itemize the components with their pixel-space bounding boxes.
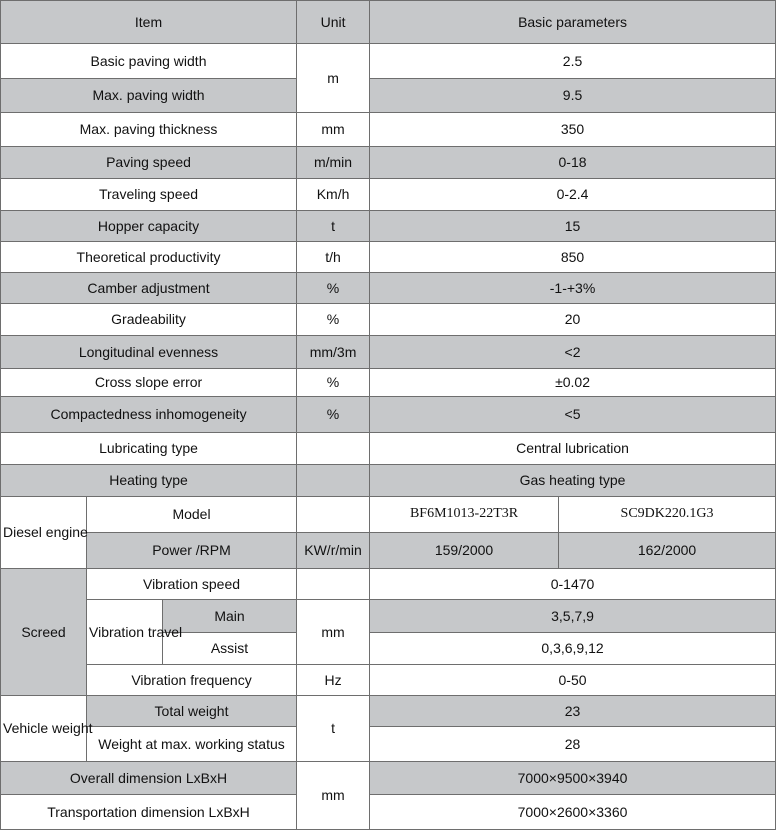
table-row bbox=[1, 600, 776, 633]
row-label: Gradeability bbox=[1, 304, 297, 336]
row-unit: Km/h bbox=[297, 179, 370, 211]
row-value: Gas heating type bbox=[370, 465, 776, 497]
table-row bbox=[1, 147, 776, 179]
row-unit: t bbox=[297, 211, 370, 242]
row-value: BF6M1013-22T3R bbox=[370, 497, 559, 533]
row-unit bbox=[297, 569, 370, 600]
row-value: -1-+3% bbox=[370, 273, 776, 304]
table-row bbox=[1, 497, 776, 533]
row-value: 159/2000 bbox=[370, 533, 559, 569]
row-value: 20 bbox=[370, 304, 776, 336]
table-row bbox=[1, 304, 776, 336]
row-label: Vibration frequency bbox=[87, 665, 297, 696]
table-row bbox=[1, 242, 776, 273]
table-row bbox=[1, 696, 776, 727]
row-label: Cross slope error bbox=[1, 369, 297, 397]
row-value: 0-18 bbox=[370, 147, 776, 179]
row-unit: mm/3m bbox=[297, 336, 370, 369]
row-value: 162/2000 bbox=[559, 533, 776, 569]
row-unit: t/h bbox=[297, 242, 370, 273]
row-unit: t bbox=[297, 696, 370, 762]
header-unit: Unit bbox=[297, 1, 370, 44]
row-label: Max. paving thickness bbox=[1, 113, 297, 147]
row-unit: m bbox=[297, 44, 370, 113]
row-label: Longitudinal evenness bbox=[1, 336, 297, 369]
row-value: Central lubrication bbox=[370, 433, 776, 465]
row-label: Power /RPM bbox=[87, 533, 297, 569]
table-row bbox=[1, 179, 776, 211]
row-label: Max. paving width bbox=[1, 79, 297, 113]
row-label: Compactedness inhomogeneity bbox=[1, 397, 297, 433]
row-unit: mm bbox=[297, 113, 370, 147]
table-row bbox=[1, 397, 776, 433]
row-label: Overall dimension LxBxH bbox=[1, 762, 297, 795]
row-label: Main bbox=[163, 600, 297, 633]
row-label: Assist bbox=[163, 633, 297, 665]
row-unit: % bbox=[297, 369, 370, 397]
row-value: 0-50 bbox=[370, 665, 776, 696]
row-value: 2.5 bbox=[370, 44, 776, 79]
row-label: Hopper capacity bbox=[1, 211, 297, 242]
row-value: 7000×9500×3940 bbox=[370, 762, 776, 795]
row-value: 7000×2600×3360 bbox=[370, 795, 776, 830]
row-unit: % bbox=[297, 273, 370, 304]
vehicle-weight-label: Vehicle weight bbox=[1, 696, 87, 762]
table-row bbox=[1, 433, 776, 465]
row-value: <2 bbox=[370, 336, 776, 369]
table-row bbox=[1, 369, 776, 397]
row-value: 350 bbox=[370, 113, 776, 147]
row-value: 28 bbox=[370, 727, 776, 762]
header-item: Item bbox=[1, 1, 297, 44]
header-basic-parameters: Basic parameters bbox=[370, 1, 776, 44]
row-value: ±0.02 bbox=[370, 369, 776, 397]
row-unit: m/min bbox=[297, 147, 370, 179]
table-row bbox=[1, 665, 776, 696]
row-label: Weight at max. working status bbox=[87, 727, 297, 762]
header-row bbox=[1, 1, 776, 44]
row-value: 0,3,6,9,12 bbox=[370, 633, 776, 665]
row-unit: mm bbox=[297, 600, 370, 665]
row-value: 15 bbox=[370, 211, 776, 242]
row-label: Paving speed bbox=[1, 147, 297, 179]
table-row bbox=[1, 795, 776, 830]
row-value: 23 bbox=[370, 696, 776, 727]
row-unit bbox=[297, 497, 370, 533]
row-value: <5 bbox=[370, 397, 776, 433]
row-unit: KW/r/min bbox=[297, 533, 370, 569]
table-row bbox=[1, 533, 776, 569]
table-row bbox=[1, 336, 776, 369]
row-label: Traveling speed bbox=[1, 179, 297, 211]
row-label: Heating type bbox=[1, 465, 297, 497]
row-unit: Hz bbox=[297, 665, 370, 696]
row-unit bbox=[297, 465, 370, 497]
vibration-travel-label: Vibration travel bbox=[87, 600, 163, 665]
row-label: Total weight bbox=[87, 696, 297, 727]
row-label: Basic paving width bbox=[1, 44, 297, 79]
table-row bbox=[1, 273, 776, 304]
row-label: Lubricating type bbox=[1, 433, 297, 465]
table-row bbox=[1, 569, 776, 600]
table-row bbox=[1, 465, 776, 497]
table-row bbox=[1, 727, 776, 762]
row-value: 0-1470 bbox=[370, 569, 776, 600]
row-value: 9.5 bbox=[370, 79, 776, 113]
row-label: Camber adjustment bbox=[1, 273, 297, 304]
row-label: Vibration speed bbox=[87, 569, 297, 600]
table-row bbox=[1, 113, 776, 147]
row-unit: mm bbox=[297, 762, 370, 830]
table-row bbox=[1, 211, 776, 242]
row-value: 3,5,7,9 bbox=[370, 600, 776, 633]
row-label: Model bbox=[87, 497, 297, 533]
row-unit: % bbox=[297, 397, 370, 433]
row-value: 0-2.4 bbox=[370, 179, 776, 211]
table-row bbox=[1, 79, 776, 113]
row-label: Transportation dimension LxBxH bbox=[1, 795, 297, 830]
table-row bbox=[1, 762, 776, 795]
row-value: SC9DK220.1G3 bbox=[559, 497, 776, 533]
row-unit: % bbox=[297, 304, 370, 336]
row-label: Theoretical productivity bbox=[1, 242, 297, 273]
row-value: 850 bbox=[370, 242, 776, 273]
row-unit bbox=[297, 433, 370, 465]
screed-label: Screed bbox=[1, 569, 87, 696]
diesel-engine-label: Diesel engine bbox=[1, 497, 87, 569]
table-row bbox=[1, 44, 776, 79]
